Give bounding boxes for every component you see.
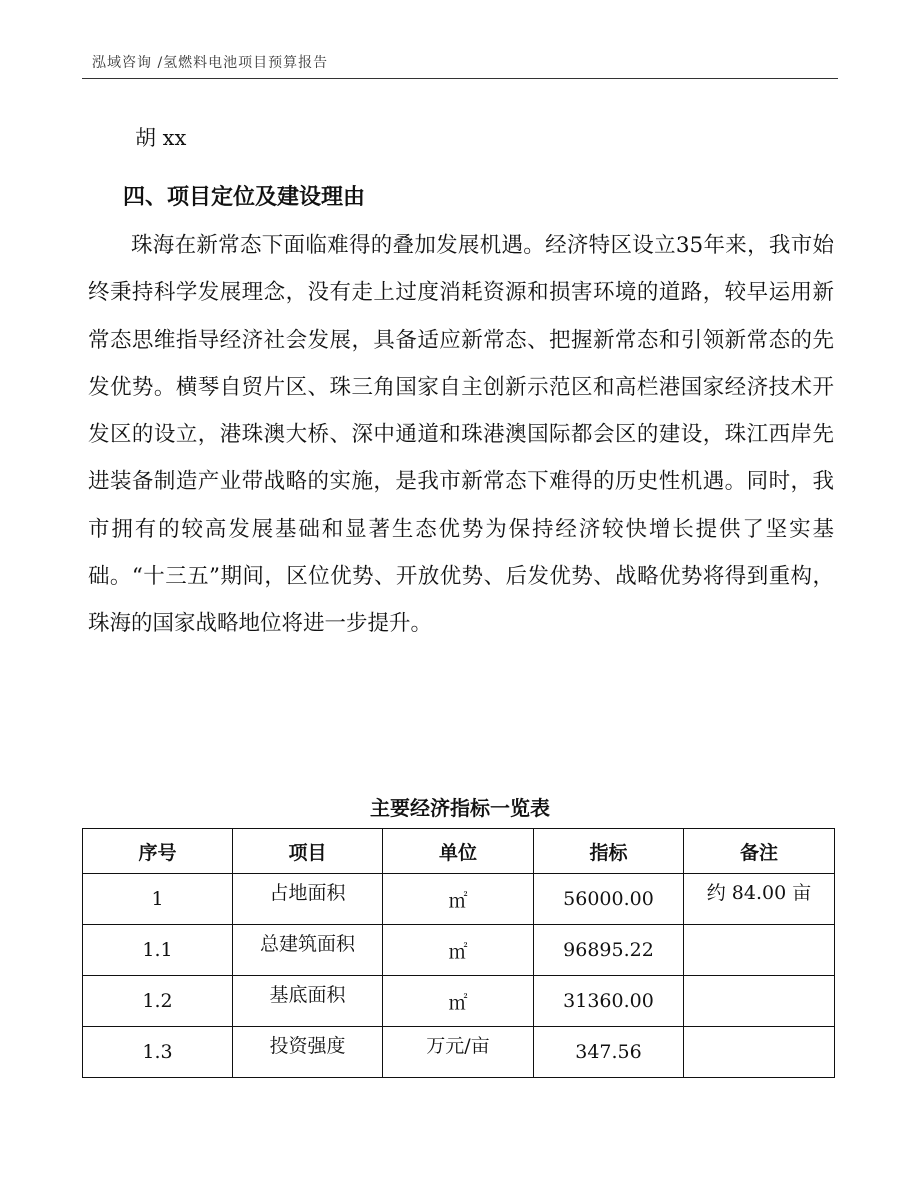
cell-remark: 约 84.00 亩: [684, 874, 835, 925]
cell-index: 1.2: [83, 976, 233, 1027]
table-row: [83, 925, 835, 976]
cell-unit: ㎡: [383, 874, 534, 925]
cell-unit: ㎡: [383, 976, 534, 1027]
header-divider: [82, 78, 838, 79]
author-name: 胡 xx: [135, 126, 187, 150]
section-heading: 四、项目定位及建设理由: [123, 185, 366, 210]
column-header-value: 指标: [534, 829, 684, 874]
cell-remark: [684, 1027, 835, 1078]
cell-value: 347.56: [534, 1027, 684, 1078]
column-header-unit: 单位: [383, 829, 534, 874]
table-row: [83, 874, 835, 925]
column-header-item: 项目: [233, 829, 383, 874]
column-header-remark: 备注: [684, 829, 835, 874]
cell-item: 基底面积: [233, 976, 383, 1027]
page-header: 泓域咨询 /氢燃料电池项目预算报告: [92, 55, 329, 71]
cell-remark: [684, 976, 835, 1027]
table-title: 主要经济指标一览表: [370, 796, 550, 820]
cell-unit: ㎡: [383, 925, 534, 976]
economic-indicators-table: [82, 828, 835, 1078]
table-header-row: [83, 829, 835, 874]
cell-remark: [684, 925, 835, 976]
cell-unit: 万元/亩: [383, 1027, 534, 1078]
cell-value: 56000.00: [534, 874, 684, 925]
table-row: [83, 976, 835, 1027]
table-row: [83, 1027, 835, 1078]
cell-value: 31360.00: [534, 976, 684, 1027]
cell-index: 1.3: [83, 1027, 233, 1078]
cell-index: 1.1: [83, 925, 233, 976]
cell-item: 占地面积: [233, 874, 383, 925]
section-paragraph: 珠海在新常态下面临难得的叠加发展机遇。经济特区设立35年来，我市始终秉持科学发展理念，没有走上过度消耗资源和损害环境的道路，较早运用新常态思维指导经济社会发展，具备适应新常态、把握新常态和引领新常态的先发优势。横琴自贸片区、珠三角国家自主创新示范区和高栏港国家经济技术开发区的设立，港珠澳大桥、深中通道和珠港澳国际都会区的建设，珠江西岸先进装备制造产业带战略的实施，是我市新常态下难得的历史性机遇。同时，我市拥有的较高发展基础和显著生态优势为保持经济较快增长提供了坚实基础。“十三五”期间，区位优势、开放优势、后发优势、战略优势将得到重构，珠海的国家战略地位将进一步提升。: [88, 233, 834, 637]
column-header-index: 序号: [83, 829, 233, 874]
cell-item: 投资强度: [233, 1027, 383, 1078]
cell-index: 1: [83, 874, 233, 925]
cell-value: 96895.22: [534, 925, 684, 976]
cell-item: 总建筑面积: [233, 925, 383, 976]
